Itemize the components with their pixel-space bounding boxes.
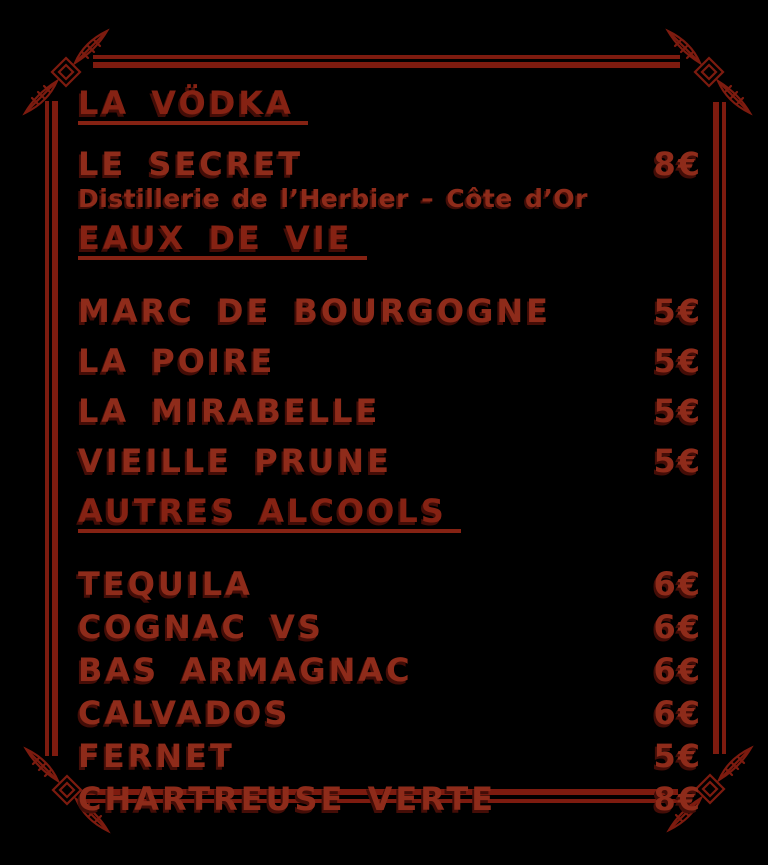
frame-rule-right-inner bbox=[713, 102, 719, 754]
menu-item-price: 5€ bbox=[653, 392, 702, 430]
menu-item-price: 5€ bbox=[653, 442, 702, 480]
section-heading-autres-alcools: AUTRES ALCOOLS bbox=[78, 496, 461, 533]
menu-item-name: VIEILLE PRUNE bbox=[78, 442, 392, 480]
frame-rule-top-inner bbox=[93, 62, 680, 68]
section-autres-alcools bbox=[78, 492, 702, 818]
menu-item-price: 6€ bbox=[653, 608, 702, 646]
menu-item bbox=[78, 737, 702, 775]
menu-item-name: FERNET bbox=[78, 737, 235, 775]
menu-item bbox=[78, 780, 702, 818]
frame-rule-left-inner bbox=[52, 101, 58, 756]
section-heading-eaux-de-vie: EAUX DE VIE bbox=[78, 223, 367, 260]
menu-item-name: BAS ARMAGNAC bbox=[78, 651, 413, 689]
frame-rule-left-outer bbox=[45, 101, 49, 756]
menu-item-name: MARC DE BOURGOGNE bbox=[78, 292, 552, 330]
menu-item bbox=[78, 342, 702, 380]
menu-item-price: 5€ bbox=[653, 737, 702, 775]
menu-item-name: CHARTREUSE VERTE bbox=[78, 780, 497, 818]
menu-item-name: LE SECRET bbox=[78, 145, 304, 183]
menu-item bbox=[78, 392, 702, 430]
menu-item-price: 8€ bbox=[653, 145, 702, 183]
menu-item-price: 6€ bbox=[653, 651, 702, 689]
menu-item-price: 6€ bbox=[653, 694, 702, 732]
menu-item bbox=[78, 442, 702, 480]
menu-item-price: 6€ bbox=[653, 565, 702, 603]
menu-item bbox=[78, 694, 702, 732]
section-heading-la-vodka: LA VÖDKA bbox=[78, 88, 308, 125]
menu-item-name: COGNAC VS bbox=[78, 608, 324, 646]
menu-item bbox=[78, 651, 702, 689]
menu-item-name: CALVADOS bbox=[78, 694, 291, 732]
menu-item bbox=[78, 608, 702, 646]
menu-item-price: 5€ bbox=[653, 292, 702, 330]
section-la-vodka bbox=[78, 84, 702, 213]
menu-item-price: 5€ bbox=[653, 342, 702, 380]
menu-item-name: LA POIRE bbox=[78, 342, 276, 380]
menu-item bbox=[78, 145, 702, 183]
menu-item-price: 8€ bbox=[653, 780, 702, 818]
frame-rule-right-outer bbox=[722, 102, 726, 754]
menu-item-name: LA MIRABELLE bbox=[78, 392, 381, 430]
menu-item-name: TEQUILA bbox=[78, 565, 253, 603]
section-eaux-de-vie bbox=[78, 219, 702, 480]
menu-item-subtitle: Distillerie de l’Herbier – Côte d’Or bbox=[78, 184, 588, 213]
menu-item bbox=[78, 292, 702, 330]
frame-rule-top-outer bbox=[93, 55, 680, 59]
menu-item bbox=[78, 565, 702, 603]
menu-content bbox=[78, 84, 702, 827]
